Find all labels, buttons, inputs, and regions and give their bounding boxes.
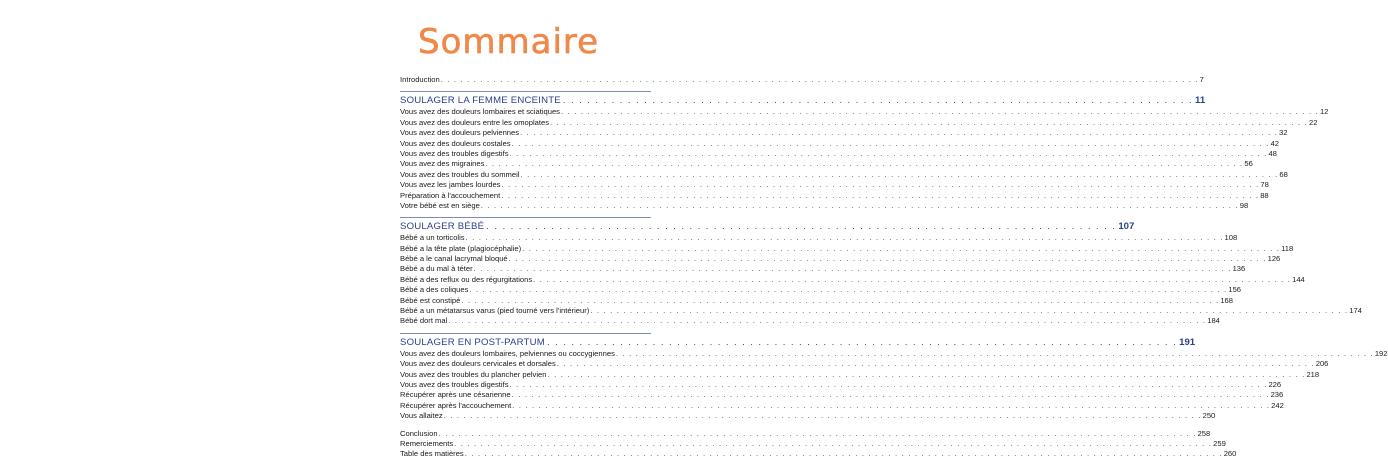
toc-entry <box>400 379 1282 390</box>
toc-entry-label: Bébé a un torticolis <box>400 233 465 243</box>
dot-leader <box>501 191 1259 201</box>
toc-entry-page: 144 <box>1292 274 1305 284</box>
dot-leader <box>533 275 1291 285</box>
dot-leader <box>590 306 1348 316</box>
dot-leader <box>466 233 1224 243</box>
toc-entry-label: Votre bébé est en siège <box>400 200 480 210</box>
toc-entry <box>400 169 1288 180</box>
toc-entry-page: 118 <box>1281 243 1294 253</box>
toc-entry-label: Vous avez des douleurs cervicales et dorsales <box>400 359 556 369</box>
dot-leader <box>512 401 1270 411</box>
toc-entry <box>400 233 1238 243</box>
toc-entry-page: 56 <box>1244 159 1253 169</box>
toc-entry-label: Bébé a des reflux ou des régurgitations <box>400 274 533 284</box>
section-heading-page: 11 <box>1195 95 1206 107</box>
toc-entry <box>400 138 1280 149</box>
section-heading-label: SOULAGER EN POST-PARTUM <box>400 336 545 348</box>
toc-entry-page: 174 <box>1349 306 1362 316</box>
dot-leader <box>616 349 1374 359</box>
dot-leader <box>448 316 1206 326</box>
toc-entry-page: 108 <box>1224 233 1238 243</box>
toc-entry-page: 218 <box>1306 369 1320 379</box>
dot-leader <box>454 439 1212 449</box>
toc-entry <box>400 117 1318 128</box>
toc-entry <box>400 200 1249 211</box>
toc-entry-page: 48 <box>1268 148 1277 158</box>
dot-leader <box>510 149 1268 159</box>
toc-entry <box>400 254 1281 264</box>
toc-entry-label: Vous avez des douleurs pelviennes <box>400 128 520 138</box>
dot-leader <box>485 159 1243 169</box>
toc-entry <box>400 306 1362 316</box>
dot-leader <box>441 75 1199 85</box>
dot-leader <box>512 390 1270 400</box>
section-heading-page: 191 <box>1179 336 1196 348</box>
toc-entry <box>400 148 1277 159</box>
dot-leader <box>474 264 1232 274</box>
toc-entry <box>400 190 1269 201</box>
dot-leader <box>509 254 1267 264</box>
toc-entry-page: 250 <box>1202 411 1216 421</box>
toc-entry-label: Vous avez des troubles du sommeil <box>400 169 520 179</box>
toc-entry <box>400 369 1320 380</box>
toc-entry-page: 259 <box>1213 438 1226 448</box>
dot-leader <box>520 170 1278 180</box>
dot-leader <box>563 94 1193 107</box>
dot-leader <box>439 429 1197 439</box>
dot-leader <box>512 139 1270 149</box>
toc-entry-page: 7 <box>1199 75 1204 84</box>
section-heading-label: SOULAGER BÉBÉ <box>400 221 485 233</box>
toc-entry <box>400 274 1305 285</box>
toc-entry <box>400 359 1329 369</box>
dot-leader <box>548 370 1306 380</box>
spacer <box>400 422 651 429</box>
toc-entry <box>400 295 1233 306</box>
toc-entry-label: Bébé dort mal <box>400 316 448 326</box>
toc-entry <box>400 128 1288 138</box>
toc-entry-label: Vous avez des douleurs lombaires et sciatiques <box>400 107 560 117</box>
toc-entry-label: Vous avez des douleurs lombaires, pelviennes ou coccygiennes <box>400 348 615 358</box>
toc-entry-label: Table des matières <box>400 449 464 459</box>
dot-leader <box>520 128 1278 138</box>
section-heading-bebe <box>400 217 1135 233</box>
toc-entry <box>400 159 1253 169</box>
toc-entry-page: 32 <box>1279 128 1288 138</box>
dot-leader <box>557 359 1315 369</box>
dot-leader <box>501 180 1259 190</box>
toc-entry-label: Bébé a la tête plate (plagiocéphalie) <box>400 243 522 253</box>
dot-leader <box>469 285 1227 295</box>
toc-entry <box>400 411 1216 421</box>
toc-entry-page: 226 <box>1268 379 1282 389</box>
toc-entry-page: 12 <box>1319 107 1329 117</box>
toc-entry-label: Bébé est constipé <box>400 295 461 305</box>
dot-leader <box>522 244 1280 254</box>
toc-entry-label: Vous avez des migraines <box>400 159 485 169</box>
toc-entry-page: 68 <box>1279 169 1288 179</box>
dot-leader <box>444 411 1202 421</box>
dot-leader <box>550 118 1308 128</box>
toc-entry-label: Bébé a des coliques <box>400 285 469 295</box>
toc-entry <box>400 390 1284 400</box>
toc-entry <box>400 348 1388 359</box>
toc-entry-page: 98 <box>1239 200 1249 210</box>
toc-entry-page: 258 <box>1197 428 1211 438</box>
toc-entry-label: Bébé a du mal à téter <box>400 264 473 274</box>
toc-entry-page: 156 <box>1228 285 1242 295</box>
toc-entry-page: 184 <box>1207 316 1220 326</box>
toc-entry-page: 192 <box>1374 348 1388 358</box>
section-heading-femme-enceinte <box>400 91 1206 107</box>
toc-entry-page: 242 <box>1271 400 1284 410</box>
toc-entry-label: Vous avez des douleurs costales <box>400 138 511 148</box>
toc-entry-page: 88 <box>1260 190 1269 200</box>
toc-entry-label: Bébé a un métatarsus varus (pied tourné vers l'intérieur) <box>400 306 590 316</box>
dot-leader <box>461 296 1219 306</box>
toc-entry-label: Introduction <box>400 75 440 84</box>
toc-entry-conclusion <box>400 428 1211 439</box>
toc-entry <box>400 285 1242 295</box>
toc-entry-page: 42 <box>1270 138 1280 148</box>
toc-entry-label: Bébé a le canal lacrymal bloqué <box>400 254 508 264</box>
toc-entry-introduction <box>400 75 1204 85</box>
toc-entry-label: Préparation à l'accouchement <box>400 190 501 200</box>
toc-entry-label: Vous allaitez <box>400 411 443 421</box>
section-heading-post-partum <box>400 333 1196 349</box>
toc-entry-label: Vous avez des troubles digestifs <box>400 148 509 158</box>
toc-entry-label: Vous avez les jambes lourdes <box>400 180 501 190</box>
dot-leader <box>481 201 1239 211</box>
toc-entry-page: 260 <box>1223 449 1237 459</box>
toc-entry <box>400 243 1294 254</box>
dot-leader <box>465 449 1223 459</box>
toc-entry-label: Remerciements <box>400 438 454 448</box>
dot-leader <box>486 220 1116 233</box>
toc-entry-page: 78 <box>1260 180 1269 190</box>
toc-entry-label: Vous avez des troubles digestifs <box>400 379 509 389</box>
toc-entry-page: 22 <box>1308 117 1318 127</box>
page-title: Sommaire <box>418 22 600 62</box>
toc-entry-label: Conclusion <box>400 428 438 438</box>
toc-entry-page: 168 <box>1220 295 1233 305</box>
toc-entry-page: 236 <box>1270 390 1284 400</box>
dot-leader <box>547 336 1177 349</box>
toc-entry-page: 136 <box>1232 264 1246 274</box>
toc-entry-label: Vous avez des douleurs entre les omoplates <box>400 117 550 127</box>
table-of-contents <box>400 75 1388 460</box>
toc-entry <box>400 180 1269 190</box>
dot-leader <box>561 107 1319 117</box>
toc-entry <box>400 316 1220 326</box>
toc-entry-page: 206 <box>1315 359 1329 369</box>
toc-entry-remerciements <box>400 438 1226 449</box>
toc-entry-page: 126 <box>1267 254 1281 264</box>
toc-entry <box>400 400 1284 411</box>
toc-entry-label: Récupérer après une césarienne <box>400 390 511 400</box>
toc-entry-label: Vous avez des troubles du plancher pelvien <box>400 369 547 379</box>
dot-leader <box>510 380 1268 390</box>
toc-entry-label: Récupérer après l'accouchement <box>400 400 512 410</box>
section-heading-page: 107 <box>1118 221 1135 233</box>
section-heading-label: SOULAGER LA FEMME ENCEINTE <box>400 95 561 107</box>
toc-entry <box>400 107 1329 117</box>
toc-entry-table-des-matieres <box>400 449 1237 459</box>
toc-entry <box>400 264 1246 274</box>
